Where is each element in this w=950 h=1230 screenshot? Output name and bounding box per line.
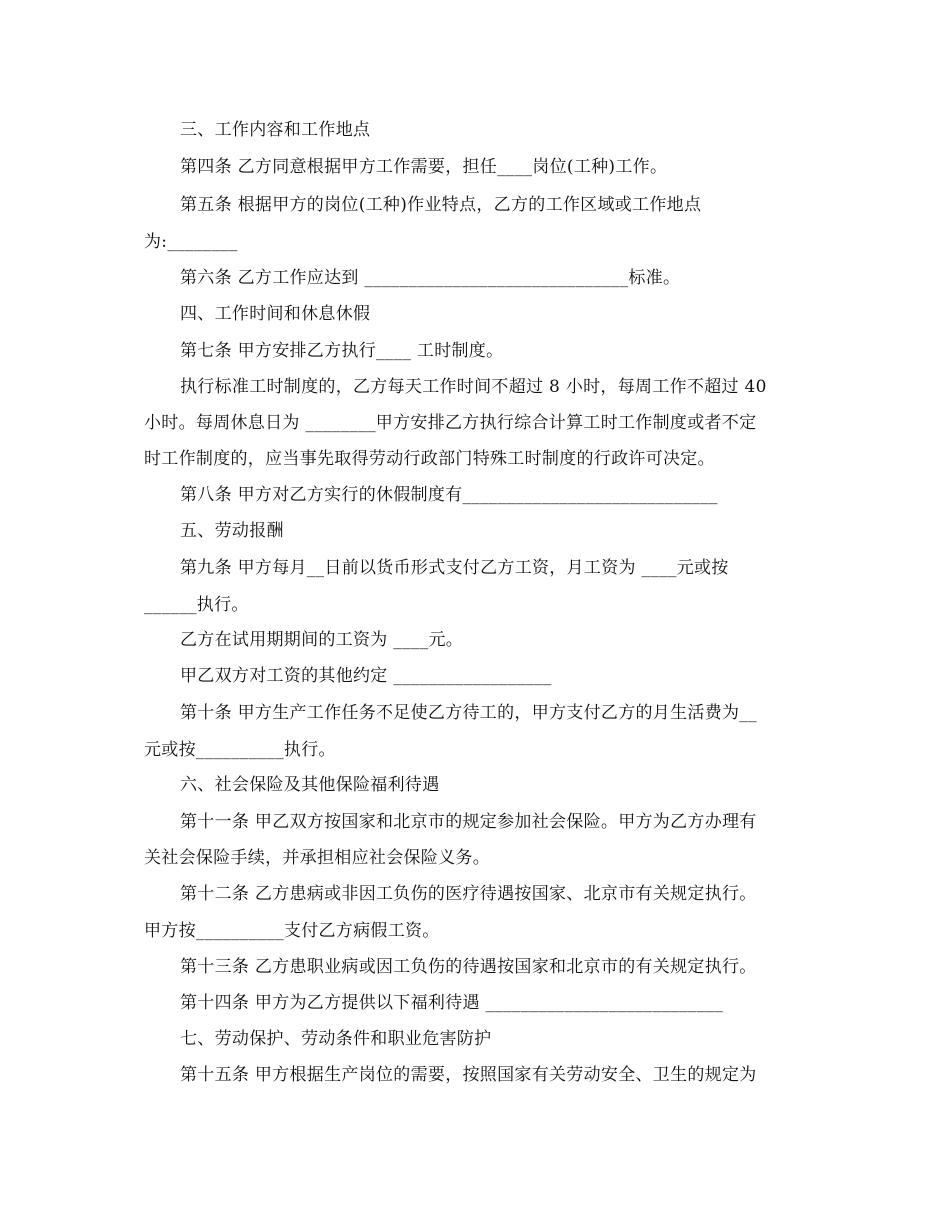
section-heading-7: 七、劳动保护、劳动条件和职业危害防护 [180,1029,492,1049]
article-12: 第十二条 乙方患病或非因工负伤的医疗待遇按国家、北京市有关规定执行。 [180,884,757,904]
article-14: 第十四条 甲方为乙方提供以下福利待遇 ___________________________ [180,993,724,1013]
other-salary-agreement: 甲乙双方对工资的其他约定 __________________ [180,666,552,686]
section-heading-6: 六、社会保险及其他保险福利待遇 [180,775,440,795]
article-7-paragraph-continued-2: 时工作制度的，应当事先取得劳动行政部门特殊工时制度的行政许可决定。 [144,449,715,469]
article-5-continued: 为:________ [144,232,238,252]
article-13: 第十三条 乙方患职业病或因工负伤的待遇按国家和北京市的有关规定执行。 [180,957,757,977]
article-7-paragraph: 执行标准工时制度的，乙方每天工作时间不超过 8 小时，每周工作不超过 40 [180,377,767,397]
article-7-paragraph-continued-1: 小时。每周休息日为 ________甲方安排乙方执行综合计算工时工作制度或者不定 [144,413,757,433]
article-9: 第九条 甲方每月__日前以货币形式支付乙方工资，月工资为 ____元或按 [180,558,729,578]
article-8: 第八条 甲方对乙方实行的休假制度有_____________________________ [180,485,718,505]
article-5: 第五条 根据甲方的岗位(工种)作业特点，乙方的工作区域或工作地点 [180,195,702,215]
article-4: 第四条 乙方同意根据甲方工作需要，担任____岗位(工种)工作。 [180,157,668,177]
article-11-continued: 关社会保险手续，并承担相应社会保险义务。 [144,848,490,868]
article-10: 第十条 甲方生产工作任务不足使乙方待工的，甲方支付乙方的月生活费为__ [180,703,757,723]
article-7: 第七条 甲方安排乙方执行____ 工时制度。 [180,341,504,361]
section-heading-3: 三、工作内容和工作地点 [180,120,371,140]
article-9-continued: ______执行。 [144,595,249,615]
section-heading-5: 五、劳动报酬 [180,521,284,541]
article-15: 第十五条 甲方根据生产岗位的需要，按照国家有关劳动安全、卫生的规定为 [180,1065,757,1085]
article-12-continued: 甲方按__________支付乙方病假工资。 [144,921,440,941]
article-10-continued: 元或按__________执行。 [144,740,336,760]
section-heading-4: 四、工作时间和休息休假 [180,304,371,324]
probation-salary: 乙方在试用期期间的工资为 ____元。 [180,630,464,650]
article-11: 第十一条 甲乙双方按国家和北京市的规定参加社会保险。甲方为乙方办理有 [180,812,757,832]
article-6: 第六条 乙方工作应达到 ______________________________标准。 [180,268,681,288]
